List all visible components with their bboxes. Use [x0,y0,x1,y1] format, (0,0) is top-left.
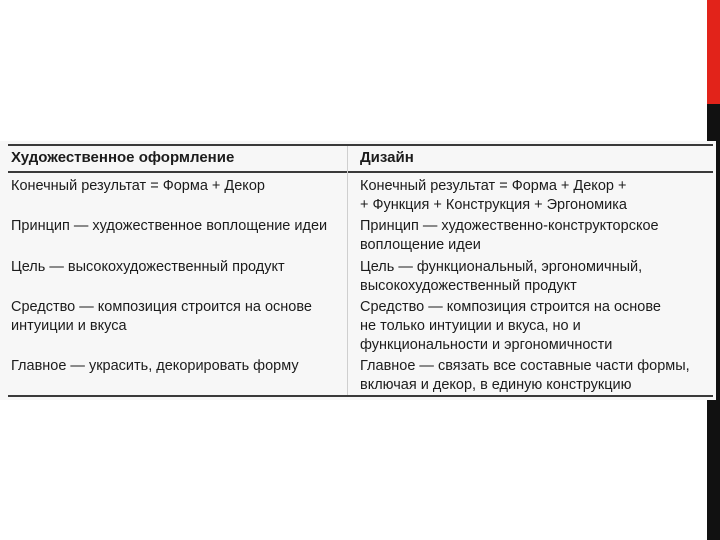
black-accent-bar-lower [707,400,720,540]
table-top-rule [8,144,713,146]
row-4-left-line-1: Средство — композиция строится на основе [11,299,312,315]
red-accent-bar [707,0,720,104]
table-header-rule [8,171,713,173]
row-2-right-line-1: Принцип — художественно-конструкторское [360,218,659,234]
row-4-right-line-3: функциональности и эргономичности [360,337,613,353]
row-2-right-line-2: воплощение идеи [360,237,481,253]
row-1-left [11,177,265,196]
row-1-left-line-1: Конечный результат = Форма + Декор [11,178,265,194]
row-4-right [360,298,661,355]
row-2-right [360,217,659,255]
row-4-right-line-2: не только интуиции и вкуса, но и [360,318,581,334]
comparison-table-image [0,141,716,400]
row-3-left [11,258,285,277]
row-3-right [360,258,642,296]
row-4-left [11,298,312,336]
header-design: Дизайн [360,149,414,166]
row-5-right-line-1: Главное — связать все составные части формы, [360,358,690,374]
column-divider [347,146,348,395]
row-4-left-line-2: интуиции и вкуса [11,318,127,334]
header-artistic-design: Художественное оформление [11,149,235,166]
row-1-right-line-1: Конечный результат = Форма + Декор + [360,178,627,194]
row-1-right-line-2: + Функция + Конструкция + Эргономика [360,197,627,213]
row-2-left-line-1: Принцип — художественное воплощение идеи [11,218,328,234]
row-2-left [11,217,327,236]
row-5-left [11,357,299,376]
row-3-right-line-1: Цель — функциональный, эргономичный, [360,259,643,275]
row-4-right-line-1: Средство — композиция строится на основе [360,299,661,315]
row-5-right [360,357,690,395]
row-3-left-line-1: Цель — высокохудожественный продукт [11,259,285,275]
table-bottom-rule [8,395,713,397]
row-1-right [360,177,627,215]
row-5-left-line-1: Главное — украсить, декорировать форму [11,358,299,374]
row-3-right-line-2: высокохудожественный продукт [360,278,577,294]
row-5-right-line-2: включая и декор, в единую конструкцию [360,377,632,393]
